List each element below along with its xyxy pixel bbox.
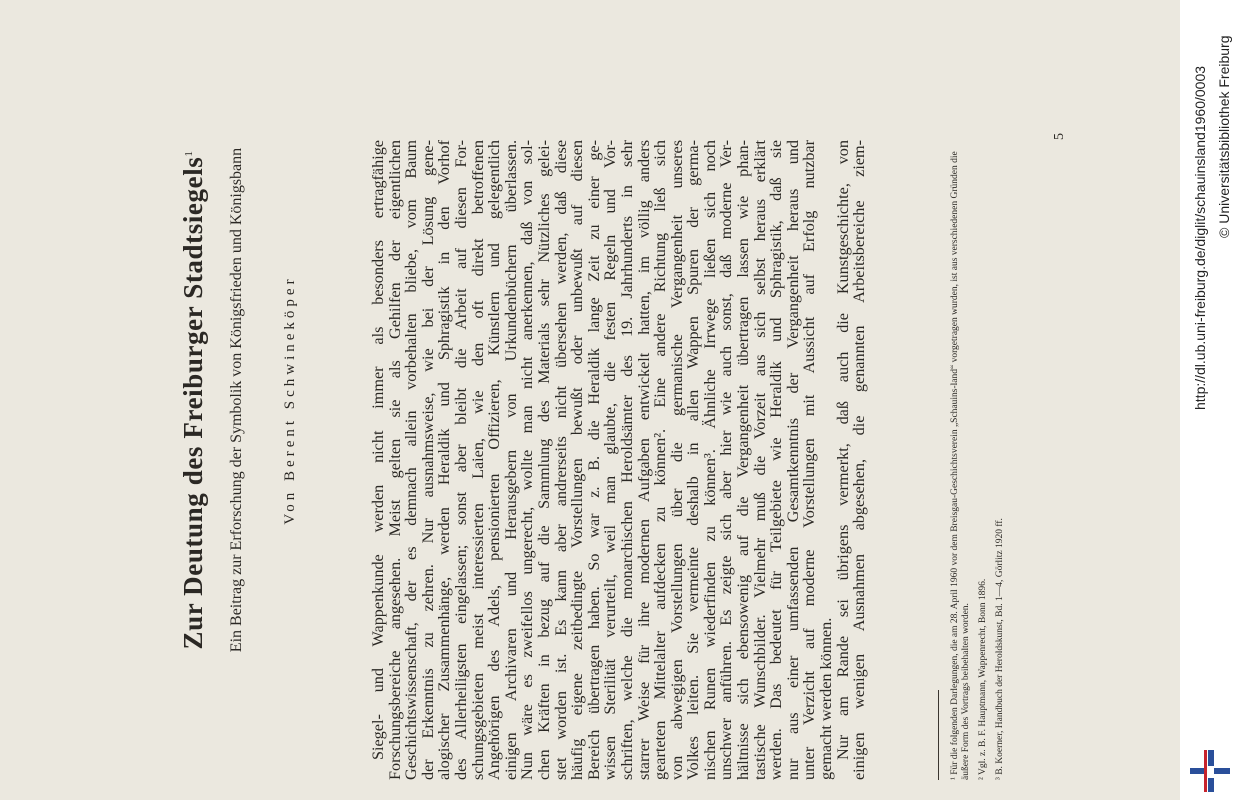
body-line: der Erkenntnis zu zehren. Nur ausnahmsweise, wie bei der Lösung gene-: [418, 140, 437, 780]
body-line: Geschichtswissenschaft, der es demnach allein vorbehalten bliebe, vom Baum: [402, 140, 421, 780]
footnote: ³ B. Koerner, Handbuch der Heroldskunst, Bd. 1—4, Görlitz 1920 ff.: [995, 518, 1005, 780]
article-body: [370, 140, 868, 780]
body-line: einigen Archivaren und Herausgebern von Urkundenbüchern überlassen.: [501, 140, 520, 780]
body-line: stet worden ist. Es kann aber andrerseits nicht übersehen werden, daß diese: [551, 140, 570, 780]
footnote-divider: [938, 690, 939, 780]
footnote: ¹ Für die folgenden Darlegungen, die am 28. April 1960 vor dem Breisgau-Geschichtsverein „Schauins-land“ vorgetragen wurden, ist aus verschiedenen Gründen die äußere Form des Vortrags beibehalten worden.: [950, 151, 971, 780]
body-line: Nur am Rande sei übrigens vermerkt, daß auch die Kunstgeschichte, von: [833, 140, 852, 760]
ub-freiburg-logo-icon: [1188, 748, 1234, 794]
page-number: 5: [1052, 133, 1067, 140]
body-line: des Allerheiligsten eingelassen; sonst aber bleibt die Arbeit auf diesen For-: [451, 140, 470, 780]
title-footnote-marker: 1: [183, 150, 195, 157]
logo-blue-bar-mid: [1190, 768, 1204, 774]
logo-blue-bar-top: [1208, 750, 1214, 766]
body-line: alogischer Zusammenhänge, werden Heraldik und Sphragistik in den Vorhof: [435, 140, 454, 780]
footnotes: [950, 140, 1012, 780]
logo-red-bar: [1204, 750, 1207, 792]
body-line: unter Verzicht auf moderne Vorstellungen mit Aussicht auf Erfolg nutzbar: [800, 140, 819, 780]
article-title: Zur Deutung des Freiburger Stadtsiegels$^1$: [178, 150, 208, 650]
copyright-notice: © Universitätsbibliothek Freiburg: [1216, 35, 1232, 238]
body-line: wissen Sterilität verurteilt, weil man glaubte, die festen Regeln und Vor-: [601, 140, 620, 780]
body-line: chen Kräften in bezug auf die Sammlung des Materials sehr Nützliches gelei-: [534, 140, 553, 780]
body-line: gearteten Mittelalter aufdecken zu können². Eine andere Richtung ließ sich: [651, 140, 670, 780]
body-line: starrer Weise für ihre modernen Aufgaben entwickelt hatten, im völlig anders: [634, 140, 653, 780]
permalink[interactable]: http://dl.ub.uni-freiburg.de/diglit/schauinsland1960/0003: [1192, 65, 1208, 410]
body-line: unschwer anführen. Es zeigte sich aber hier wie auch sonst, daß moderne Ver-: [717, 140, 736, 780]
body-line: Nun wäre es zweifellos ungerecht, wollte man nicht anerkennen, daß von sol-: [518, 140, 537, 780]
article-subtitle: Ein Beitrag zur Erforschung der Symbolik von Königsfrieden und Königsbann: [228, 147, 245, 653]
body-line: einigen wenigen Ausnahmen abgesehen, die genannten Arbeitsbereiche ziem-: [850, 140, 869, 780]
body-line: werden. Das bedeutet für Teilgebiete wie Heraldik und Sphragistik, daß sie: [767, 140, 786, 780]
article-author: Von Berent Schwineköper: [282, 275, 298, 525]
body-line: Bereich übertragen haben. So war z. B. die Heraldik lange Zeit zu einer ge-: [584, 140, 603, 780]
body-line: schriften, welche die monarchischen Heroldsämter des 19. Jahrhunderts in sehr: [617, 140, 636, 780]
body-line: gemacht werden können.: [817, 617, 836, 780]
body-line: nur aus einer umfassenden Gesamtkenntnis der Vergangenheit heraus und: [783, 140, 802, 780]
body-line: Forschungsbereiche angesehen. Meist gelten sie als Gehilfen der eigentlichen: [385, 140, 404, 780]
body-line: schungsgebieten meist interessierten Laien, wie den oft direkt betroffenen: [468, 140, 487, 780]
body-line: hältnisse sich ebensowenig auf die Vergangenheit übertragen lassen wie phan-: [734, 140, 753, 780]
body-line: tastische Wunschbilder. Vielmehr muß die Vorzeit aus sich selbst heraus erklärt: [750, 140, 769, 780]
body-line: häufig eigene zeitbedingte Vorstellungen bewußt oder unbewußt auf diesen: [568, 140, 587, 780]
footnote: ² Vgl. z. B. F. Hauptmann, Wappenrecht, Bonn 1896.: [978, 578, 988, 780]
body-line: Volkes leiten. Sie vermeinte deshalb in allen Wappen Spuren der germa-: [684, 140, 703, 780]
logo-blue-bar-bottom: [1208, 778, 1214, 792]
body-line: Siegel- und Wappenkunde werden nicht immer als besonders ertragfähige: [369, 140, 387, 760]
body-line: von abwegigen Vorstellungen über die germanische Vergangenheit unseres: [667, 140, 686, 780]
logo-blue-bar-right: [1214, 768, 1230, 774]
body-line: nischen Runen wiederfinden zu können³. Ähnliche Irrwege ließen sich noch: [700, 140, 719, 780]
body-line: Angehörigen des Adels, pensionierten Offizieren, Künstlern und gelegentlich: [485, 140, 504, 780]
